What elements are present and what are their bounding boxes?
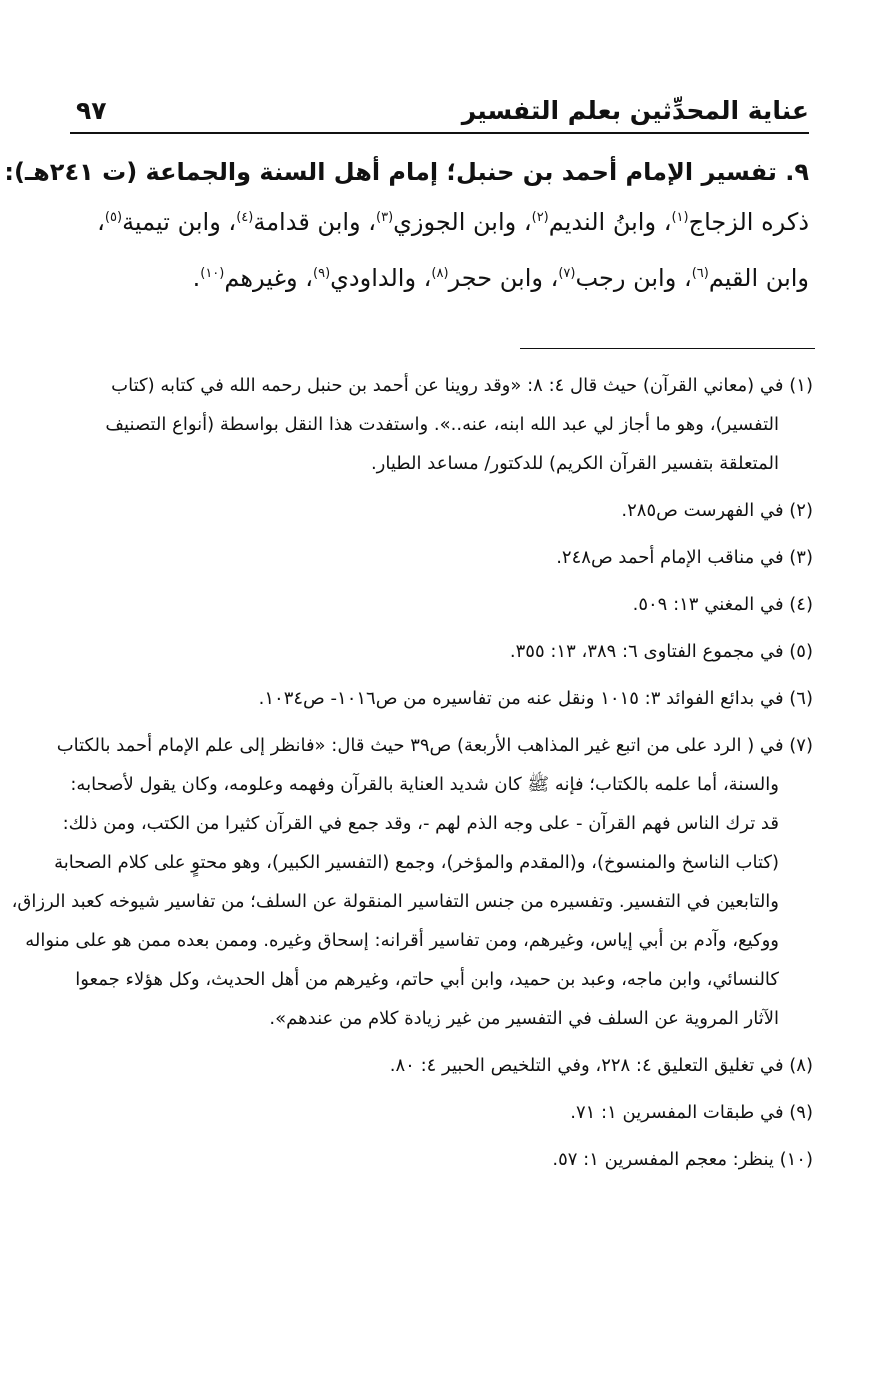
footnote-line: (٧) في ( الرد على من اتبع غير المذاهب الأربعة) ص٣٩ حيث قال: «فانظر إلى علم الإمام أحمد بالكتاب: [56, 735, 813, 756]
footnote-line: التفسير)، وهو ما أجاز لي عبد الله ابنه، عنه..». واستفدت هذا النقل بواسطة (أنواع التصنيف: [105, 414, 779, 435]
footnote-line: (١٠) ينظر: معجم المفسرين ١: ٥٧.: [552, 1149, 813, 1170]
footnote-ref[interactable]: (١): [671, 210, 689, 225]
footnote-line: (٨) في تغليق التعليق ٤: ٢٢٨، وفي التلخيص الحبير ٤: ٨٠.: [389, 1055, 813, 1076]
section-heading: ٩. تفسير الإمام أحمد بن حنبل؛ إمام أهل السنة والجماعة (ت ٢٤١هـ):: [4, 158, 809, 186]
footnote-4: [64, 585, 813, 624]
footnote-ref[interactable]: (٣): [376, 210, 394, 225]
footnote-2: [64, 491, 813, 530]
header-rule: [70, 132, 809, 134]
footnote-line: والتابعين في التفسير. وتفسيره من جنس التفاسير المنقولة عن السلف؛ من تفاسير شيوخه كعبد الرزاق،: [11, 891, 779, 912]
footnote-line: (٢) في الفهرست ص٢٨٥.: [621, 500, 813, 521]
footnote-line: (٤) في المغني ١٣: ٥٠٩.: [632, 594, 813, 615]
text-run: ذكره الزجاج: [688, 208, 809, 236]
footnote-6: [64, 679, 813, 718]
footnote-ref[interactable]: (٤): [236, 210, 254, 225]
footnote-ref[interactable]: (٥): [104, 210, 123, 225]
footnote-1: [64, 366, 813, 483]
footnote-ref[interactable]: (٦): [691, 266, 709, 281]
footnotes: [11, 366, 813, 1179]
footnote-8: [64, 1046, 813, 1085]
footnote-5: [64, 632, 813, 671]
main-line-1: [64, 194, 809, 250]
footnote-line: الآثار المروية عن السلف في التفسير من غير زيادة كلام من عندهم».: [269, 1008, 779, 1029]
text-run: ، وابن قدامة: [253, 208, 376, 236]
footnote-3: [64, 538, 813, 577]
footnote-line: (٣) في مناقب الإمام أحمد ص٢٤٨.: [556, 547, 813, 568]
text-run: .: [192, 264, 201, 292]
main-line-2: [64, 250, 809, 306]
text-run: ، وابنُ النديم: [548, 208, 672, 236]
footnote-line: (٩) في طبقات المفسرين ١: ٧١.: [570, 1102, 813, 1123]
footnote-line: المتعلقة بتفسير القرآن الكريم) للدكتور/ مساعد الطيار.: [370, 453, 779, 474]
text-run: ، وابن الجوزي: [393, 208, 532, 236]
footnote-line: ووكيع، وآدم بن أبي إياس، وغيرهم، ومن تفاسير أقرانه: إسحاق وغيره. وممن بعده ممن هو على منواله: [25, 930, 779, 951]
text-run: وابن القيم: [708, 264, 809, 292]
text-run: ، وابن رجب: [575, 264, 692, 292]
footnote-9: [64, 1093, 813, 1132]
footnote-ref[interactable]: (٩): [313, 266, 331, 281]
footnote-ref[interactable]: (٨): [431, 266, 449, 281]
footnote-10: [64, 1140, 813, 1179]
text-run: ،: [97, 208, 105, 236]
footnote-ref[interactable]: (٧): [558, 266, 576, 281]
footnote-ref[interactable]: (١٠): [200, 266, 225, 281]
footnote-line: والسنة، أما علمه بالكتاب؛ فإنه ﷺ كان شديد العناية بالقرآن وفهمه وعلومه، وكان يقول لأصحابه:: [70, 774, 779, 795]
running-header: [76, 96, 809, 130]
text-run: ، وابن تيمية: [122, 208, 237, 236]
footnote-7: [11, 726, 813, 1038]
page-number: ٩٧: [76, 96, 107, 125]
text-run: ، وابن حجر: [448, 264, 559, 292]
footnote-ref[interactable]: (٢): [531, 210, 549, 225]
footnote-line: (٦) في بدائع الفوائد ٣: ١٠١٥ ونقل عنه من تفاسيره من ص١٠١٦- ص١٠٣٤.: [258, 688, 813, 709]
footnote-line: (١) في (معاني القرآن) حيث قال ٤: ٨: «وقد روينا عن أحمد بن حنبل رحمه الله في كتابه (كتاب: [111, 375, 813, 396]
footnote-line: (٥) في مجموع الفتاوى ٦: ٣٨٩، ١٣: ٣٥٥.: [509, 641, 813, 662]
running-title: عناية المحدِّثين بعلم التفسير: [461, 96, 809, 125]
text-run: ، وغيرهم: [224, 264, 313, 292]
text-run: ، والداودي: [330, 264, 432, 292]
footnote-line: (كتاب الناسخ والمنسوخ)، و(المقدم والمؤخر)، وجمع (التفسير الكبير)، وهو محتوٍ على كلام الصحابة: [54, 852, 779, 873]
footnote-separator: [520, 348, 815, 349]
footnote-line: قد ترك الناس فهم القرآن - على وجه الذم لهم -، وقد جمع في القرآن كثيرا من الكتب، ومن ذلك:: [62, 813, 779, 834]
footnote-line: كالنسائي، وابن ماجه، وعبد بن حميد، وابن أبي حاتم، وغيرهم من أهل الحديث، وكل هؤلاء جمعوا: [75, 969, 779, 990]
main-text: [4, 150, 809, 306]
